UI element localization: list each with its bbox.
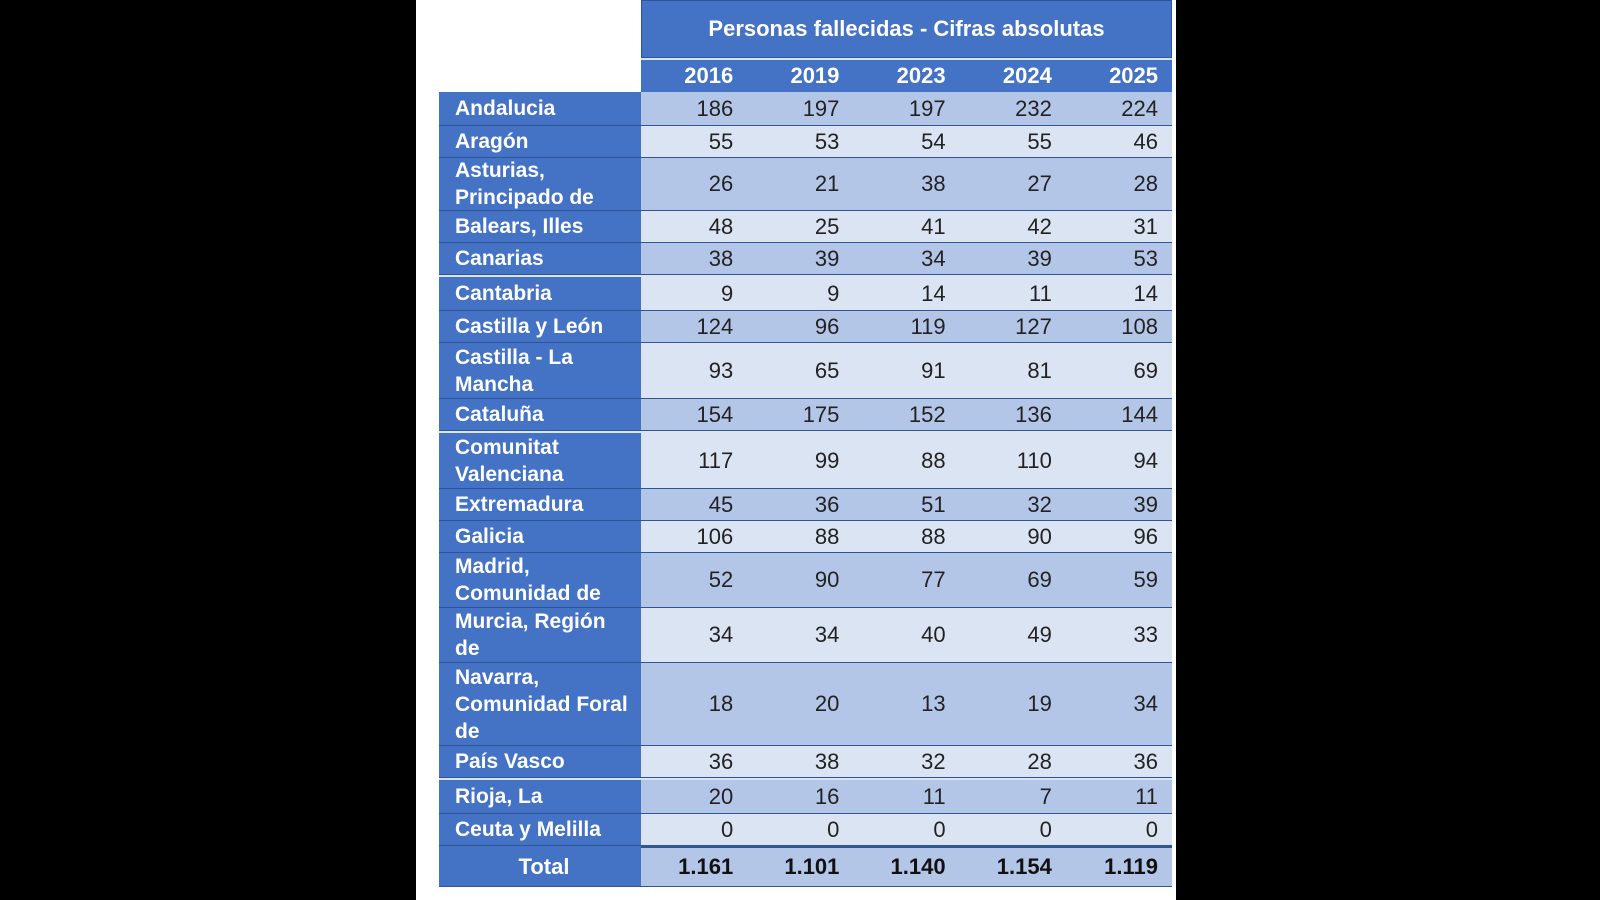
value-cell: 127: [1015, 313, 1052, 339]
value-cell: 42: [1027, 213, 1052, 239]
value-cell: 69: [1027, 567, 1052, 592]
value-cell: 45: [708, 491, 734, 517]
value-cell: 34: [814, 622, 840, 647]
row-values: [641, 243, 1172, 274]
value-cell: 90: [814, 567, 840, 592]
region-name: Castilla y León: [439, 311, 641, 342]
value-cell: 19: [1027, 691, 1052, 716]
total-value-cell: 1.101: [784, 854, 840, 879]
value-cell: 96: [814, 313, 840, 339]
table-body: [439, 92, 1172, 887]
region-name: Aragón: [439, 126, 641, 157]
table-row: [439, 431, 1172, 489]
value-cell: 65: [814, 357, 840, 383]
total-value-cell: 1.161: [678, 854, 734, 879]
table-row: [439, 275, 1172, 311]
value-cell: 27: [1027, 171, 1052, 196]
row-values: [641, 553, 1172, 607]
value-cell: 28: [1133, 171, 1159, 196]
value-cell: 52: [708, 567, 734, 592]
table-row: [439, 399, 1172, 431]
table-title: Personas fallecidas - Cifras absolutas: [641, 0, 1172, 58]
region-name: Asturias, Principado de: [439, 158, 641, 210]
value-cell: 53: [1133, 245, 1159, 271]
value-cell: 36: [814, 491, 840, 517]
value-cell: 55: [1027, 128, 1052, 154]
value-cell: 108: [1121, 313, 1159, 339]
year-header: 2019: [790, 63, 840, 88]
value-cell: 88: [921, 447, 946, 473]
value-cell: 152: [908, 401, 946, 427]
value-cell: 36: [1133, 748, 1159, 774]
value-cell: 9: [720, 280, 734, 306]
value-cell: 14: [1133, 280, 1159, 306]
value-cell: 96: [1133, 523, 1159, 549]
value-cell: 38: [921, 171, 946, 196]
value-cell: 197: [908, 95, 946, 121]
table-row: [439, 126, 1172, 158]
value-cell: 11: [1135, 783, 1159, 809]
value-cell: 38: [814, 748, 840, 774]
value-cell: 9: [827, 280, 840, 306]
row-values: [641, 343, 1172, 398]
value-cell: 0: [827, 816, 840, 842]
value-cell: 0: [1145, 816, 1159, 842]
row-values: [641, 433, 1172, 488]
table-row: [439, 746, 1172, 778]
value-cell: 124: [696, 313, 734, 339]
total-value-cell: 1.119: [1104, 854, 1159, 879]
value-cell: 34: [1133, 691, 1159, 716]
value-cell: 31: [1133, 213, 1159, 239]
value-cell: 39: [814, 245, 840, 271]
value-cell: 41: [921, 213, 946, 239]
row-values: [641, 211, 1172, 242]
value-cell: 26: [708, 171, 734, 196]
table-row: [439, 343, 1172, 399]
table-row: [439, 158, 1172, 211]
value-cell: 0: [933, 816, 946, 842]
total-values: [641, 846, 1172, 886]
table-row: [439, 778, 1172, 814]
region-name: País Vasco: [439, 746, 641, 777]
table-row: [439, 211, 1172, 243]
value-cell: 11: [1028, 280, 1052, 306]
value-cell: 53: [814, 128, 840, 154]
table-row: [439, 311, 1172, 343]
table-row: [439, 92, 1172, 126]
region-name: Comunitat Valenciana: [439, 433, 641, 488]
row-values: [641, 399, 1172, 430]
table-row: [439, 553, 1172, 608]
region-name: Ceuta y Melilla: [439, 814, 641, 845]
value-cell: 154: [696, 401, 734, 427]
value-cell: 0: [1039, 816, 1052, 842]
region-name: Andalucia: [439, 92, 641, 125]
value-cell: 175: [802, 401, 840, 427]
region-name: Murcia, Región de: [439, 608, 641, 662]
region-name: Galicia: [439, 521, 641, 552]
value-cell: 144: [1121, 401, 1159, 427]
value-cell: 110: [1016, 447, 1052, 473]
value-cell: 36: [708, 748, 734, 774]
value-cell: 39: [1027, 245, 1052, 271]
table-row: [439, 243, 1172, 275]
row-values: [641, 92, 1172, 125]
value-cell: 232: [1015, 95, 1052, 121]
region-name: Rioja, La: [439, 780, 641, 813]
value-cell: 59: [1133, 567, 1159, 592]
year-header: 2023: [896, 63, 946, 88]
total-value-cell: 1.140: [890, 854, 946, 879]
value-cell: 11: [922, 783, 946, 809]
region-name: Extremadura: [439, 489, 641, 520]
value-cell: 186: [696, 95, 734, 121]
value-cell: 34: [708, 622, 734, 647]
table-row: [439, 608, 1172, 663]
year-header: 2016: [684, 63, 734, 88]
value-cell: 88: [921, 523, 946, 549]
value-cell: 106: [696, 523, 734, 549]
value-cell: 33: [1133, 622, 1159, 647]
value-cell: 7: [1039, 783, 1052, 809]
value-cell: 39: [1133, 491, 1159, 517]
row-values: [641, 126, 1172, 157]
value-cell: 34: [921, 245, 946, 271]
value-cell: 48: [708, 213, 734, 239]
table-row: [439, 814, 1172, 846]
value-cell: 93: [708, 357, 734, 383]
row-values: [641, 814, 1172, 845]
value-cell: 90: [1027, 523, 1052, 549]
region-name: Cantabria: [439, 277, 641, 310]
value-cell: 77: [921, 567, 946, 592]
value-cell: 91: [921, 357, 946, 383]
total-value-cell: 1.154: [996, 854, 1052, 879]
value-cell: 136: [1015, 401, 1052, 427]
value-cell: 21: [814, 171, 840, 196]
total-label: Total: [439, 846, 641, 886]
region-name: Balears, Illes: [439, 211, 641, 242]
value-cell: 51: [921, 491, 946, 517]
value-cell: 20: [814, 691, 840, 716]
row-values: [641, 311, 1172, 342]
value-cell: 13: [921, 691, 946, 716]
value-cell: 117: [698, 447, 734, 473]
value-cell: 18: [708, 691, 734, 716]
year-header: 2024: [1002, 63, 1052, 88]
value-cell: 94: [1133, 447, 1159, 473]
region-name: Canarias: [439, 243, 641, 274]
value-cell: 99: [814, 447, 840, 473]
region-name: Madrid, Comunidad de: [439, 553, 641, 607]
total-row: [439, 846, 1172, 887]
value-cell: 40: [921, 622, 946, 647]
value-cell: 14: [921, 280, 946, 306]
year-header: 2025: [1109, 63, 1159, 88]
value-cell: 88: [814, 523, 840, 549]
row-values: [641, 746, 1172, 777]
region-name: Cataluña: [439, 399, 641, 430]
value-cell: 69: [1133, 357, 1159, 383]
fatalities-table: [439, 0, 1175, 892]
year-header-row: [641, 58, 1172, 92]
value-cell: 46: [1133, 128, 1159, 154]
row-values: [641, 277, 1172, 310]
value-cell: 28: [1027, 748, 1052, 774]
table-row: [439, 663, 1172, 746]
value-cell: 224: [1121, 95, 1159, 121]
table-row: [439, 489, 1172, 521]
region-name: Navarra, Comunidad Foral de: [439, 663, 641, 745]
value-cell: 32: [1027, 491, 1052, 517]
row-values: [641, 608, 1172, 662]
row-values: [641, 780, 1172, 813]
region-name: Castilla - La Mancha: [439, 343, 641, 398]
value-cell: 197: [802, 95, 840, 121]
row-values: [641, 489, 1172, 520]
table-row: [439, 521, 1172, 553]
value-cell: 54: [921, 128, 946, 154]
value-cell: 119: [910, 313, 946, 339]
row-values: [641, 663, 1172, 745]
row-values: [641, 521, 1172, 552]
value-cell: 25: [814, 213, 840, 239]
value-cell: 32: [921, 748, 946, 774]
value-cell: 16: [814, 783, 840, 809]
value-cell: 49: [1027, 622, 1052, 647]
value-cell: 0: [720, 816, 734, 842]
value-cell: 81: [1027, 357, 1052, 383]
value-cell: 38: [708, 245, 734, 271]
value-cell: 55: [708, 128, 734, 154]
row-values: [641, 158, 1172, 210]
value-cell: 20: [708, 783, 734, 809]
